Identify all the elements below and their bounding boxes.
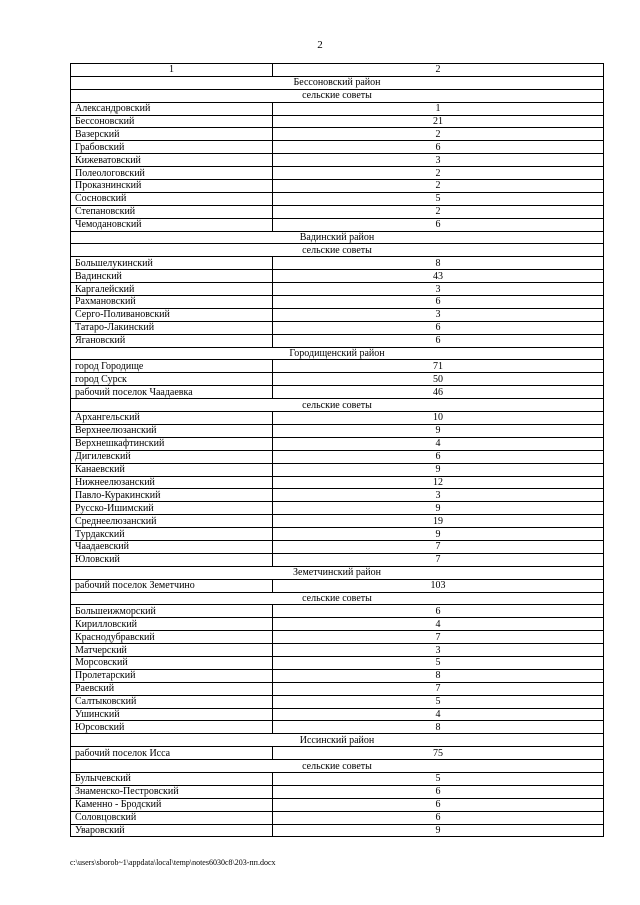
municipality-name: Степановский [71, 205, 273, 218]
municipality-name: Салтыковский [71, 695, 273, 708]
table-row [71, 218, 604, 231]
section-title: Иссинский район [71, 734, 604, 747]
table-row [71, 283, 604, 296]
municipality-value: 8 [273, 257, 604, 270]
municipality-name: Сосновский [71, 192, 273, 205]
section-title: сельские советы [71, 89, 604, 102]
municipality-value: 5 [273, 192, 604, 205]
table-row [71, 772, 604, 785]
municipality-name: Вадинский [71, 270, 273, 283]
municipality-name: Булычевский [71, 772, 273, 785]
municipality-name: Нижнеелюзанский [71, 476, 273, 489]
municipality-name: Павло-Куракинский [71, 489, 273, 502]
table-row [71, 708, 604, 721]
municipality-value: 4 [273, 708, 604, 721]
municipality-value: 3 [273, 489, 604, 502]
table-row [71, 644, 604, 657]
page-number: 2 [317, 39, 323, 51]
municipality-value: 6 [273, 334, 604, 347]
municipality-name: Краснодубравский [71, 631, 273, 644]
municipality-name: Юрсовский [71, 721, 273, 734]
municipality-name: Канаевский [71, 463, 273, 476]
municipality-name: Кирилловский [71, 618, 273, 631]
municipality-value: 6 [273, 798, 604, 811]
municipality-value: 43 [273, 270, 604, 283]
table-row [71, 463, 604, 476]
municipality-value: 6 [273, 450, 604, 463]
table-row [71, 192, 604, 205]
municipality-value: 5 [273, 772, 604, 785]
municipality-name: Большеижморский [71, 605, 273, 618]
municipality-name: Архангельский [71, 412, 273, 425]
table-row [71, 412, 604, 425]
municipality-value: 21 [273, 115, 604, 128]
municipality-value: 3 [273, 154, 604, 167]
header-cell-col1: 1 [71, 64, 273, 77]
table-row [71, 618, 604, 631]
table-row [71, 373, 604, 386]
municipality-value: 2 [273, 180, 604, 193]
table-row [71, 515, 604, 528]
municipality-value: 46 [273, 386, 604, 399]
municipality-name: Проказнинский [71, 180, 273, 193]
municipality-name: Дигилевский [71, 450, 273, 463]
section-title: сельские советы [71, 760, 604, 773]
table-row [71, 141, 604, 154]
municipality-name: Каменно - Бродский [71, 798, 273, 811]
municipality-value: 103 [273, 579, 604, 592]
municipality-value: 6 [273, 605, 604, 618]
municipality-value: 2 [273, 167, 604, 180]
table-row [71, 824, 604, 837]
municipality-name: Знаменско-Пестровский [71, 785, 273, 798]
section-title: Земетчинский район [71, 566, 604, 579]
municipality-name: Уваровский [71, 824, 273, 837]
table-row [71, 205, 604, 218]
municipality-name: Татаро-Лакинский [71, 321, 273, 334]
municipality-name: Чаадаевский [71, 540, 273, 553]
municipality-value: 71 [273, 360, 604, 373]
table-row [71, 695, 604, 708]
section-row [71, 399, 604, 412]
municipality-name: Серго-Поливановский [71, 308, 273, 321]
section-row [71, 244, 604, 257]
municipality-name: Полеологовский [71, 167, 273, 180]
section-title: Вадинский район [71, 231, 604, 244]
table-row [71, 334, 604, 347]
municipality-value: 3 [273, 308, 604, 321]
table-row [71, 308, 604, 321]
table-row [71, 798, 604, 811]
municipality-name: рабочий поселок Чаадаевка [71, 386, 273, 399]
section-row [71, 592, 604, 605]
section-row [71, 734, 604, 747]
table-row [71, 360, 604, 373]
municipality-name: Матчерский [71, 644, 273, 657]
municipality-value: 5 [273, 695, 604, 708]
table-row [71, 450, 604, 463]
table-row [71, 167, 604, 180]
municipality-name: Рахмановский [71, 296, 273, 309]
table-row [71, 270, 604, 283]
section-row [71, 566, 604, 579]
municipality-value: 7 [273, 553, 604, 566]
municipality-name: Каргалейский [71, 283, 273, 296]
municipality-value: 7 [273, 631, 604, 644]
municipality-value: 2 [273, 205, 604, 218]
municipality-value: 75 [273, 747, 604, 760]
section-title: сельские советы [71, 399, 604, 412]
municipality-name: Грабовский [71, 141, 273, 154]
municipality-name: Бессоновский [71, 115, 273, 128]
table-row [71, 553, 604, 566]
table-row [71, 811, 604, 824]
footer-file-path: c:\users\sborob~1\appdata\local\temp\notes6030c8\203-пп.docx [70, 858, 276, 867]
section-title: сельские советы [71, 244, 604, 257]
table-row [71, 502, 604, 515]
municipality-value: 12 [273, 476, 604, 489]
municipality-name: город Городище [71, 360, 273, 373]
table-row [71, 579, 604, 592]
section-row [71, 76, 604, 89]
section-row [71, 347, 604, 360]
table-row [71, 656, 604, 669]
municipality-name: Вазерский [71, 128, 273, 141]
municipality-value: 1 [273, 102, 604, 115]
municipality-value: 4 [273, 437, 604, 450]
table-row [71, 631, 604, 644]
municipality-name: Русско-Ишимский [71, 502, 273, 515]
municipality-value: 50 [273, 373, 604, 386]
municipality-name: Александровский [71, 102, 273, 115]
municipality-value: 8 [273, 721, 604, 734]
municipality-name: Турдакский [71, 528, 273, 541]
municipality-value: 9 [273, 824, 604, 837]
table-row [71, 296, 604, 309]
header-cell-col2: 2 [273, 64, 604, 77]
section-row [71, 231, 604, 244]
table-row [71, 476, 604, 489]
municipality-value: 7 [273, 682, 604, 695]
table-row [71, 128, 604, 141]
table-body [71, 64, 604, 837]
municipality-name: Ягановский [71, 334, 273, 347]
municipality-value: 10 [273, 412, 604, 425]
municipality-name: Ушинский [71, 708, 273, 721]
table-header-row [71, 64, 604, 77]
municipality-value: 3 [273, 283, 604, 296]
municipality-value: 6 [273, 141, 604, 154]
municipality-value: 2 [273, 128, 604, 141]
table-row [71, 321, 604, 334]
municipality-value: 4 [273, 618, 604, 631]
municipality-value: 6 [273, 296, 604, 309]
municipality-name: Среднеелюзанский [71, 515, 273, 528]
table-row [71, 115, 604, 128]
municipality-value: 8 [273, 669, 604, 682]
table-row [71, 437, 604, 450]
municipality-value: 6 [273, 785, 604, 798]
section-row [71, 760, 604, 773]
municipality-value: 6 [273, 321, 604, 334]
municipality-value: 7 [273, 540, 604, 553]
municipality-name: Верхнешкафтинский [71, 437, 273, 450]
municipality-value: 9 [273, 528, 604, 541]
table-row [71, 747, 604, 760]
table-row [71, 386, 604, 399]
section-title: Бессоновский район [71, 76, 604, 89]
municipality-value: 3 [273, 644, 604, 657]
municipality-name: Соловцовский [71, 811, 273, 824]
table-row [71, 180, 604, 193]
table-row [71, 540, 604, 553]
municipality-value: 5 [273, 656, 604, 669]
municipality-name: Юловский [71, 553, 273, 566]
municipality-value: 9 [273, 463, 604, 476]
municipality-name: Морсовский [71, 656, 273, 669]
section-title: сельские советы [71, 592, 604, 605]
municipality-name: Большелукинский [71, 257, 273, 270]
table-row [71, 489, 604, 502]
table-row [71, 721, 604, 734]
municipality-name: Чемодановский [71, 218, 273, 231]
municipality-name: Пролетарский [71, 669, 273, 682]
municipalities-table [70, 63, 604, 837]
municipality-value: 19 [273, 515, 604, 528]
municipality-name: Кижеватовский [71, 154, 273, 167]
table-row [71, 154, 604, 167]
table-row [71, 785, 604, 798]
municipality-name: Раевский [71, 682, 273, 695]
table-row [71, 669, 604, 682]
table-row [71, 102, 604, 115]
table-row [71, 528, 604, 541]
municipality-value: 6 [273, 218, 604, 231]
table-row [71, 682, 604, 695]
municipality-value: 9 [273, 424, 604, 437]
municipality-name: рабочий поселок Земетчино [71, 579, 273, 592]
municipality-value: 9 [273, 502, 604, 515]
section-row [71, 89, 604, 102]
table-row [71, 605, 604, 618]
municipality-name: Верхнеелюзанский [71, 424, 273, 437]
table-row [71, 257, 604, 270]
municipality-name: рабочий поселок Исса [71, 747, 273, 760]
municipality-name: город Сурск [71, 373, 273, 386]
table-row [71, 424, 604, 437]
section-title: Городищенский район [71, 347, 604, 360]
municipality-value: 6 [273, 811, 604, 824]
